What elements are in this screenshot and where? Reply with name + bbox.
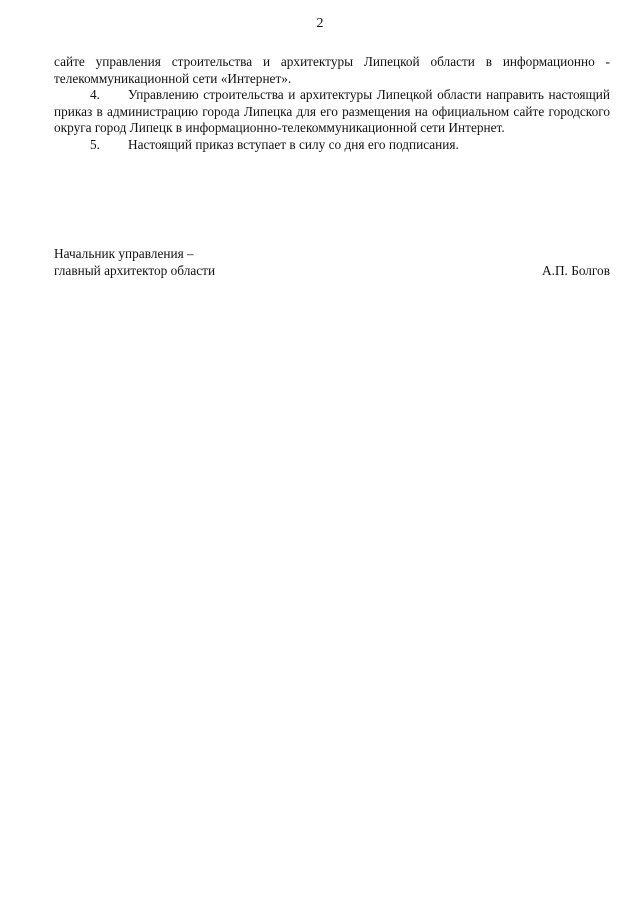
item-text: Настоящий приказ вступает в силу со дня его подписания. [128, 136, 459, 152]
page-number: 2 [316, 16, 324, 31]
document-body [54, 54, 610, 153]
signature-block [54, 246, 610, 279]
item-number: 4. [90, 87, 100, 102]
signatory-name: А.П. Болгов [542, 262, 610, 278]
paragraph-continuation: сайте управления строительства и архитектуры Липецкой области в информационно - телекоммуникационной сети «Интернет». [54, 54, 610, 86]
signature-position-line-2: главный архитектор области [54, 262, 216, 278]
item-number: 5. [90, 136, 100, 152]
paragraph-item-5 [54, 137, 610, 154]
signature-position-line-1: Начальник управления – [54, 246, 194, 261]
item-text: Управлению строительства и архитектуры Липецкой области направить настоящий приказ в администрацию города Липецка для его размещения на официальном сайте городского округа город Липецк в информационно-телекоммуникационной сети Интернет. [54, 87, 610, 135]
signature-row [54, 263, 610, 280]
paragraph-item-4 [54, 87, 610, 137]
